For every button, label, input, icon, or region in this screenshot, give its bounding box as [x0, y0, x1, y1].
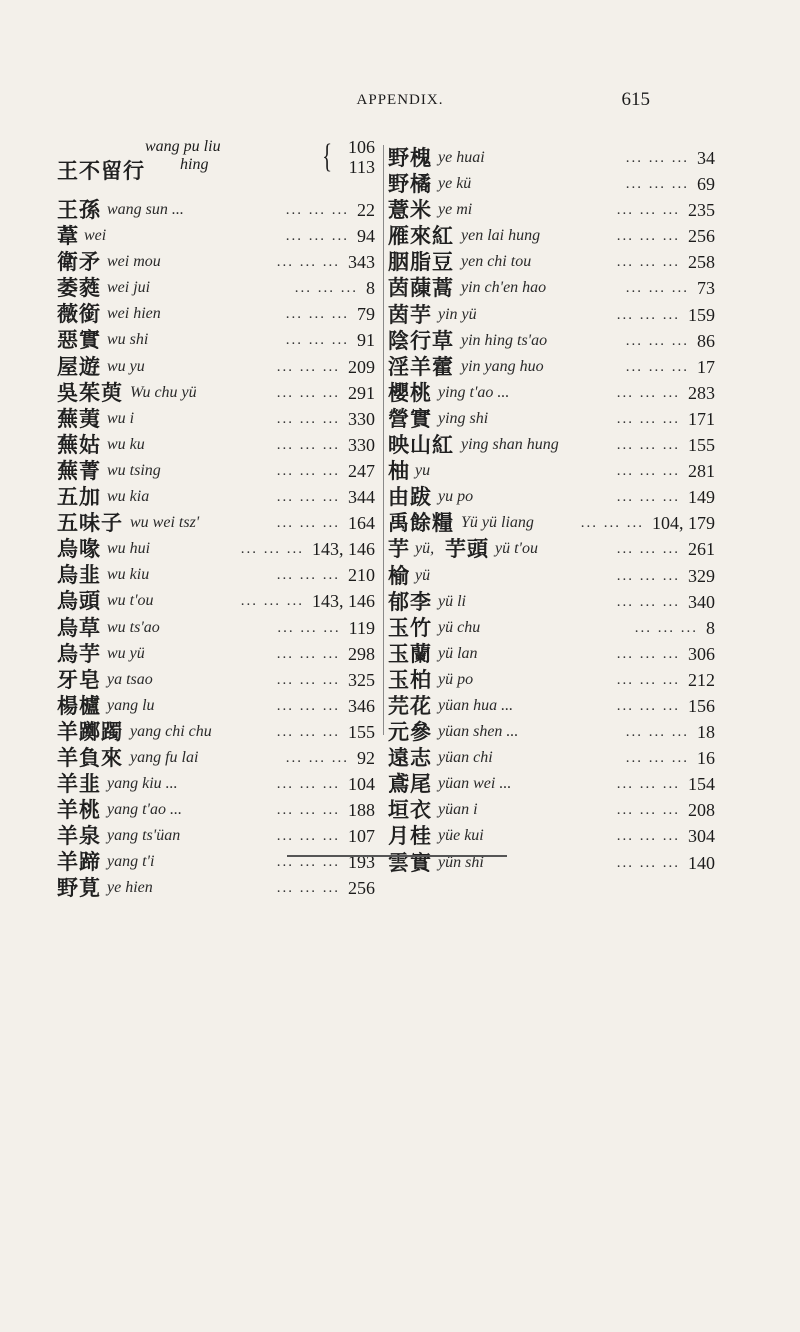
entry-romanization: yüan chi — [438, 749, 493, 767]
entry-romanization-cont: hing — [180, 156, 209, 173]
entry-hanzi: 羊躑躅 — [57, 719, 123, 744]
entry-page: 106 — [348, 137, 375, 157]
left-column — [57, 137, 375, 902]
dot-leader: ... ... ... — [276, 462, 340, 479]
index-entry — [57, 249, 375, 275]
entry-hanzi: 衛矛 — [57, 250, 101, 275]
entry-hanzi: 五加 — [57, 485, 101, 510]
dot-leader: ... ... ... — [616, 541, 680, 558]
dot-leader: ... ... ... — [625, 150, 689, 166]
index-entry — [57, 432, 375, 458]
entry-page: 86 — [697, 330, 715, 351]
entry-romanization: wei jui — [107, 279, 151, 297]
entry-page: 258 — [688, 252, 715, 273]
entry-page: 298 — [348, 643, 375, 664]
dot-leader: ... ... ... — [277, 619, 341, 636]
entry-romanization: yü chu — [438, 618, 481, 636]
index-entry — [388, 223, 715, 249]
index-entry — [57, 849, 375, 875]
entry-romanization: wu wei tsz' — [130, 514, 200, 532]
entry-romanization: yang t'i — [107, 853, 155, 871]
dot-leader: ... ... ... — [616, 671, 680, 688]
entry-hanzi: 烏草 — [57, 615, 101, 640]
entry-page: 34 — [697, 148, 715, 168]
entry-romanization: yüan i — [438, 801, 478, 819]
entry-page: 261 — [688, 539, 715, 560]
entry-hanzi: 王孫 — [57, 198, 101, 222]
entry-hanzi: 郁李 — [388, 589, 432, 614]
index-entry — [57, 406, 375, 432]
entry-page: 155 — [688, 435, 715, 456]
entry-romanization: ye kü — [438, 175, 472, 193]
index-entry — [388, 275, 715, 301]
dot-leader: ... ... ... — [276, 489, 340, 506]
entry-romanization: wu yü — [107, 644, 145, 662]
index-entry — [57, 875, 375, 901]
entry-romanization: wu tsing — [107, 461, 161, 479]
dot-leader: ... ... ... — [276, 384, 340, 401]
entry-romanization: yang fu lai — [130, 748, 199, 766]
entry-romanization: ye hien — [107, 879, 153, 897]
entry-page: 91 — [357, 330, 375, 351]
entry-page: 256 — [688, 226, 715, 247]
entry-romanization: wu i — [107, 409, 135, 427]
entry-romanization: yen chi tou — [461, 253, 532, 271]
dot-leader: ... ... ... — [285, 202, 349, 218]
dot-leader: ... ... ... — [240, 541, 304, 558]
entry-hanzi: 元參 — [388, 720, 432, 745]
dot-leader: ... ... ... — [616, 410, 680, 427]
entry-page: 156 — [688, 695, 715, 716]
index-entry — [388, 693, 715, 719]
right-entry-list — [388, 145, 715, 876]
entry-hanzi: 野橘 — [388, 172, 432, 197]
index-entry — [57, 223, 375, 249]
entry-romanization: yen lai hung — [461, 227, 541, 245]
entry-hanzi: 茵蔯蒿 — [388, 276, 454, 301]
index-entry — [57, 562, 375, 588]
index-entry — [57, 327, 375, 353]
index-entry — [388, 797, 715, 823]
dot-leader: ... ... ... — [285, 306, 349, 323]
entry-romanization: yüan wei ... — [438, 775, 512, 793]
entry-hanzi: 羊蹄 — [57, 850, 101, 875]
dot-leader: ... ... ... — [616, 802, 680, 819]
index-entry — [57, 197, 375, 223]
entry-page: 73 — [697, 278, 715, 299]
dot-leader: ... ... ... — [616, 437, 680, 454]
index-entry — [388, 328, 715, 354]
index-entry — [57, 615, 375, 641]
entry-romanization: ying shi — [438, 409, 489, 427]
dot-leader: ... ... ... — [616, 828, 680, 845]
dot-leader: ... ... ... — [616, 202, 680, 219]
entry-romanization: wu kiu — [107, 566, 150, 584]
index-entry — [388, 249, 715, 275]
index-entry — [57, 641, 375, 667]
entry-page: 193 — [348, 852, 375, 873]
entry-hanzi: 芋頭 — [445, 537, 489, 562]
entry-romanization: yü li — [438, 592, 466, 610]
entry-hanzi: 茵芋 — [388, 302, 432, 327]
entry-page: 113 — [348, 157, 375, 177]
dot-leader: ... ... ... — [634, 619, 698, 636]
entry-hanzi: 映山紅 — [388, 433, 454, 458]
entry-hanzi: 薇銜 — [57, 302, 101, 327]
entry-hanzi: 雁來紅 — [388, 224, 454, 249]
dot-leader: ... ... ... — [285, 228, 349, 245]
index-entry — [388, 667, 715, 693]
entry-hanzi: 葦 — [57, 224, 79, 249]
entry-hanzi: 禹餘糧 — [388, 511, 454, 536]
index-entry — [388, 380, 715, 406]
entry-hanzi: 雲實 — [388, 850, 432, 875]
entry-hanzi: 蕪荑 — [57, 406, 101, 431]
entry-romanization: yu — [415, 462, 431, 480]
entry-page: 8 — [366, 278, 375, 299]
index-entry — [388, 563, 715, 589]
entry-romanization: yang lu — [107, 696, 155, 714]
dot-leader: ... ... ... — [625, 724, 689, 741]
entry-hanzi: 蕪菁 — [57, 458, 101, 483]
entry-page: 69 — [697, 174, 715, 195]
entry-page: 306 — [688, 643, 715, 664]
entry-hanzi: 烏芋 — [57, 641, 101, 666]
index-entry — [388, 589, 715, 615]
index-entry — [388, 458, 715, 484]
running-head: APPENDIX. — [356, 92, 444, 108]
entry-hanzi: 王不留行 — [57, 159, 145, 183]
dot-leader: ... ... ... — [276, 776, 340, 793]
index-entry — [57, 693, 375, 719]
dot-leader: ... ... ... — [276, 802, 340, 819]
entry-page: 330 — [348, 434, 375, 455]
entry-hanzi: 蕪姑 — [57, 432, 101, 457]
entry-hanzi: 遠志 — [388, 746, 432, 771]
entry-page: 208 — [688, 800, 715, 821]
entry-romanization: wu shi — [107, 331, 149, 349]
entry-romanization: yü lan — [438, 644, 478, 662]
entry-hanzi: 陰行草 — [388, 328, 454, 353]
dot-leader: ... ... ... — [276, 723, 340, 740]
entry-romanization: yüan shen ... — [438, 723, 519, 741]
entry-hanzi: 羊負來 — [57, 745, 123, 770]
dot-leader: ... ... ... — [276, 358, 340, 375]
index-entry — [57, 667, 375, 693]
entry-page: 79 — [357, 304, 375, 325]
page-header — [0, 89, 800, 116]
dot-leader: ... ... ... — [276, 880, 340, 897]
entry-romanization: wu ts'ao — [107, 618, 160, 636]
dot-leader: ... ... ... — [625, 332, 689, 349]
index-entry — [388, 771, 715, 797]
entry-hanzi: 羊泉 — [57, 824, 101, 849]
entry-hanzi: 榆 — [388, 563, 410, 588]
index-entry — [57, 354, 375, 380]
entry-page: 247 — [348, 460, 375, 481]
entry-hanzi: 楊櫨 — [57, 693, 101, 718]
entry-page: 18 — [697, 722, 715, 743]
entry-romanization: ying t'ao ... — [438, 383, 510, 401]
entry-hanzi: 烏喙 — [57, 537, 101, 562]
entry-romanization: ying shan hung — [461, 436, 559, 454]
entry-romanization: yang kiu ... — [107, 775, 178, 793]
entry-romanization: yün shi — [438, 853, 484, 871]
entry-hanzi: 淫羊藿 — [388, 354, 454, 379]
entry-romanization: ya tsao — [107, 670, 153, 688]
dot-leader: ... ... ... — [616, 489, 680, 506]
entry-romanization: Yü yü liang — [461, 514, 534, 532]
dot-leader: ... ... ... — [625, 280, 689, 297]
entry-hanzi: 玉竹 — [388, 615, 432, 640]
dot-leader: ... ... ... — [276, 254, 340, 271]
entry-page: 92 — [357, 747, 375, 768]
entry-page: 119 — [348, 617, 375, 638]
entry-romanization: yü po — [438, 670, 474, 688]
index-entry — [388, 850, 715, 876]
entry-hanzi: 芫花 — [388, 693, 432, 718]
entry-page: 325 — [348, 669, 375, 690]
index-entry — [388, 745, 715, 771]
entry-romanization: Wu chu yü — [130, 383, 197, 401]
entry-romanization: yüan hua ... — [438, 696, 514, 714]
left-entry-list — [57, 197, 375, 902]
entry-page: 155 — [348, 721, 375, 742]
entry-page: 343 — [348, 252, 375, 273]
entry-romanization: wei — [84, 227, 107, 245]
entry-romanization: wang pu liu — [145, 138, 221, 155]
entry-romanization: yüe kui — [438, 827, 484, 845]
dot-leader: ... ... ... — [276, 697, 340, 714]
dot-leader: ... ... ... — [625, 358, 689, 375]
entry-page: 209 — [348, 356, 375, 377]
index-entry — [57, 745, 375, 771]
entry-page: 256 — [348, 878, 375, 899]
entry-romanization: yü t'ou — [495, 540, 538, 558]
dot-leader: ... ... ... — [285, 749, 349, 766]
dot-leader: ... ... ... — [276, 671, 340, 688]
index-entry — [57, 771, 375, 797]
index-entry — [388, 719, 715, 745]
index-entry — [388, 406, 715, 432]
index-entry — [388, 510, 715, 536]
entry-page: 330 — [348, 408, 375, 429]
entry-page: 188 — [348, 800, 375, 821]
index-entry — [57, 458, 375, 484]
entry-page: 143, 146 — [312, 539, 375, 560]
entry-romanization: ye huai — [438, 149, 485, 166]
entry-romanization: wang sun ... — [107, 201, 184, 218]
index-entry — [57, 301, 375, 327]
entry-hanzi: 野槐 — [388, 146, 432, 170]
index-entry — [388, 823, 715, 849]
entry-page: 291 — [348, 382, 375, 403]
dot-leader: ... ... ... — [276, 854, 340, 871]
entry-page: 22 — [357, 200, 375, 220]
entry-page: 212 — [688, 669, 715, 690]
dot-leader: ... ... ... — [276, 828, 340, 845]
entry-hanzi: 芋 — [388, 537, 410, 562]
entry-hanzi: 惡實 — [57, 328, 101, 353]
entry-page: 159 — [688, 304, 715, 325]
index-entry — [388, 197, 715, 223]
index-entry — [388, 432, 715, 458]
entry-romanization: yu po — [438, 488, 474, 506]
entry-page: 164 — [348, 513, 375, 534]
index-entry — [57, 275, 375, 301]
entry-hanzi: 烏頭 — [57, 589, 101, 614]
dot-leader: ... ... ... — [616, 593, 680, 610]
entry-page: 94 — [357, 226, 375, 247]
index-entry — [57, 380, 375, 406]
entry-romanization: wu t'ou — [107, 592, 154, 610]
entry-page: 340 — [688, 591, 715, 612]
dot-leader: ... ... ... — [616, 697, 680, 714]
index-entry — [388, 615, 715, 641]
entry-hanzi: 垣衣 — [388, 798, 432, 823]
entry-romanization: yang ts'üan — [107, 827, 181, 845]
page-number: 615 — [621, 89, 650, 110]
entry-page: 171 — [688, 408, 715, 429]
entry-page: 329 — [688, 565, 715, 586]
entry-hanzi: 吳茱萸 — [57, 380, 123, 405]
entry-hanzi: 玉蘭 — [388, 641, 432, 666]
dot-leader: ... ... ... — [616, 463, 680, 480]
index-entry — [388, 145, 715, 171]
entry-hanzi: 營實 — [388, 406, 432, 431]
entry-hanzi: 薏米 — [388, 198, 432, 223]
entry-hanzi: 屋遊 — [57, 354, 101, 379]
entry-romanization: yü, — [415, 540, 435, 558]
entry-page: 346 — [348, 695, 375, 716]
entry-page: 283 — [688, 382, 715, 403]
entry-romanization: wei mou — [107, 253, 161, 271]
dot-leader: ... ... ... — [285, 332, 349, 349]
dot-leader: ... ... ... — [616, 254, 680, 271]
dot-leader: ... ... ... — [616, 567, 680, 584]
entry-hanzi: 五味子 — [57, 511, 123, 536]
index-entry — [57, 137, 375, 197]
entry-hanzi: 胭脂豆 — [388, 250, 454, 275]
index-entry — [388, 302, 715, 328]
index-entry — [57, 797, 375, 823]
dot-leader: ... ... ... — [580, 515, 644, 532]
entry-page: 281 — [688, 461, 715, 482]
entry-page: 8 — [706, 617, 715, 638]
index-entry — [388, 354, 715, 380]
entry-hanzi: 野莧 — [57, 876, 101, 901]
entry-romanization: wei hien — [107, 305, 161, 323]
entry-hanzi: 萎蕤 — [57, 276, 101, 301]
dot-leader: ... ... ... — [276, 645, 340, 662]
dot-leader: ... ... ... — [276, 515, 340, 532]
entry-page: 143, 146 — [312, 591, 375, 612]
index-entry — [57, 588, 375, 614]
index-entry — [57, 823, 375, 849]
entry-romanization: yin hing ts'ao — [461, 331, 548, 349]
dot-leader: ... ... ... — [616, 645, 680, 662]
entry-romanization: yang chi chu — [130, 722, 212, 740]
dot-leader: ... ... ... — [625, 750, 689, 767]
entry-romanization: wu hui — [107, 540, 151, 558]
entry-hanzi: 牙皂 — [57, 667, 101, 692]
index-entry — [388, 536, 715, 562]
entry-page: 140 — [688, 852, 715, 873]
dot-leader: ... ... ... — [276, 436, 340, 453]
entry-page: 210 — [348, 565, 375, 586]
entry-hanzi: 烏韭 — [57, 563, 101, 588]
index-entry — [57, 719, 375, 745]
entry-romanization: yin yü — [438, 305, 477, 323]
entry-page: 107 — [348, 826, 375, 847]
dot-leader: ... ... ... — [616, 306, 680, 323]
entry-romanization: yin yang huo — [461, 357, 544, 375]
entry-page: 104, 179 — [652, 513, 715, 534]
entry-page: 17 — [697, 356, 715, 377]
dot-leader: ... ... ... — [276, 567, 340, 584]
index-entry — [57, 484, 375, 510]
dot-leader: ... ... ... — [294, 280, 358, 297]
entry-romanization: wu kia — [107, 488, 150, 506]
entry-hanzi: 櫻桃 — [388, 380, 432, 405]
entry-page: 104 — [348, 774, 375, 795]
index-entry — [57, 536, 375, 562]
dot-leader: ... ... ... — [276, 410, 340, 427]
entry-page: 154 — [688, 774, 715, 795]
entry-romanization: yü — [415, 566, 431, 584]
entry-romanization: yin ch'en hao — [461, 279, 547, 297]
index-entry — [57, 510, 375, 536]
entry-hanzi: 羊韭 — [57, 772, 101, 797]
dot-leader: ... ... ... — [616, 776, 680, 793]
entry-hanzi: 由跋 — [388, 485, 432, 510]
entry-hanzi: 玉柏 — [388, 667, 432, 692]
right-column — [383, 145, 715, 875]
entry-page: 304 — [688, 826, 715, 847]
entry-hanzi: 月桂 — [388, 824, 432, 849]
brace-glyph: { — [322, 138, 333, 175]
dot-leader: ... ... ... — [616, 854, 680, 871]
dot-leader: ... ... ... — [616, 228, 680, 245]
entry-page: 16 — [697, 748, 715, 769]
entry-romanization: ye mi — [438, 201, 473, 219]
entry-page: 149 — [688, 487, 715, 508]
entry-page: 344 — [348, 487, 375, 508]
index-entry — [388, 641, 715, 667]
dot-leader: ... ... ... — [616, 384, 680, 401]
entry-romanization: yang t'ao ... — [107, 801, 182, 819]
entry-hanzi: 柚 — [388, 459, 410, 484]
entry-hanzi: 羊桃 — [57, 798, 101, 823]
index-entry — [388, 484, 715, 510]
entry-romanization: wu ku — [107, 435, 145, 453]
entry-hanzi: 鳶尾 — [388, 772, 432, 797]
index-entry — [388, 171, 715, 197]
dot-leader: ... ... ... — [625, 176, 689, 193]
dot-leader: ... ... ... — [240, 593, 304, 610]
entry-page: 235 — [688, 200, 715, 221]
entry-romanization: wu yu — [107, 357, 145, 375]
end-rule — [287, 855, 507, 857]
